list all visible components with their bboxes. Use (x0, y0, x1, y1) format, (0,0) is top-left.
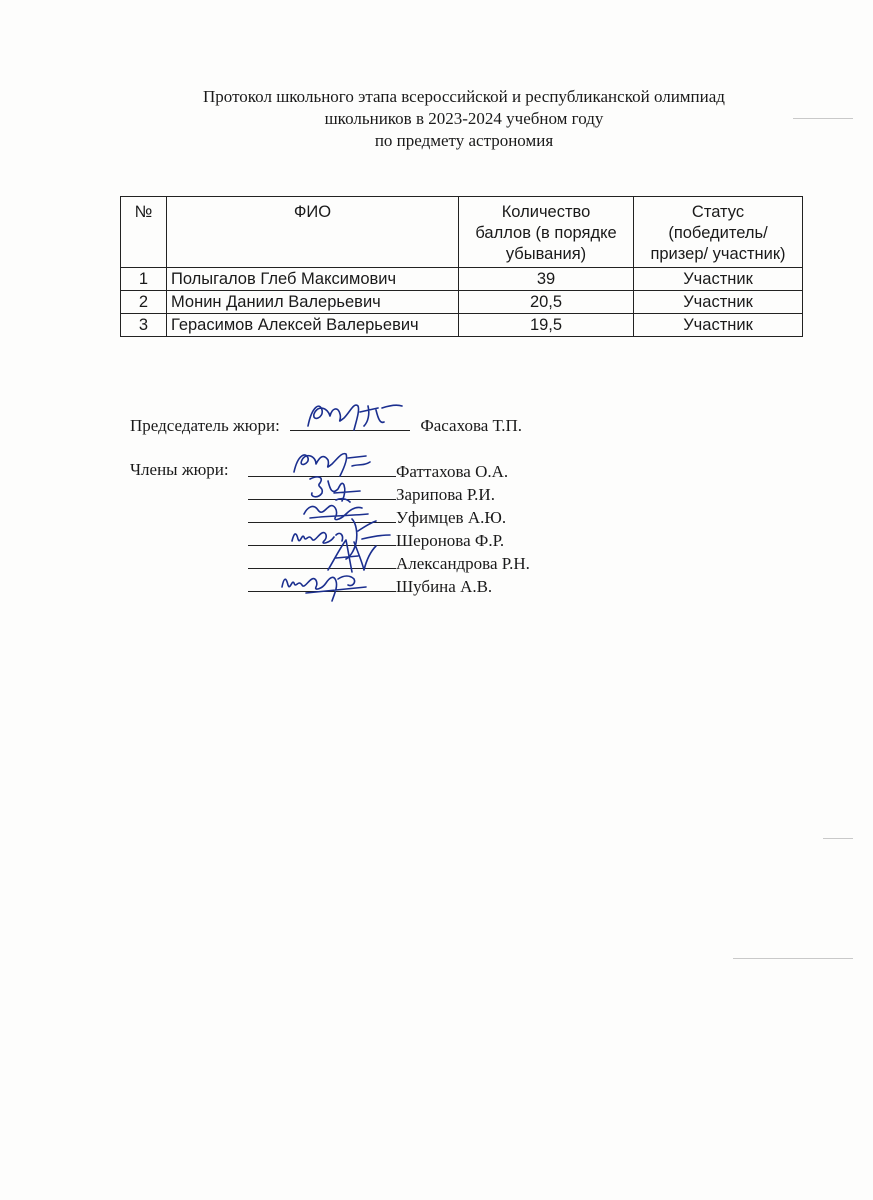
row-status: Участник (634, 314, 803, 337)
row-name: Полыгалов Глеб Максимович (167, 268, 459, 291)
chair-signature-line (290, 412, 410, 431)
chair-name: Фасахова Т.П. (420, 416, 522, 435)
member-signature-line (248, 504, 396, 523)
header-status-line-3: призер/ участник) (650, 245, 786, 263)
row-num: 1 (121, 268, 167, 291)
jury-member (248, 573, 492, 598)
header-status (634, 197, 803, 268)
table-row (121, 291, 803, 314)
row-name: Монин Даниил Валерьевич (167, 291, 459, 314)
header-name: ФИО (167, 197, 459, 268)
header-score-line-2: баллов (в порядке (475, 224, 617, 242)
row-status: Участник (634, 268, 803, 291)
jury-member (248, 504, 506, 529)
title-line-3: по предмету астрономия (374, 131, 554, 150)
member-signature-line (248, 458, 396, 477)
member-name: Шеронова Ф.Р. (396, 531, 505, 550)
jury-member (248, 527, 504, 552)
header-status-line-1: Статус (691, 203, 745, 221)
member-name: Зарипова Р.И. (396, 485, 495, 504)
member-name: Фаттахова О.А. (396, 462, 509, 481)
table-header-row (121, 197, 803, 268)
member-signature-line (248, 481, 396, 500)
header-status-line-2: (победитель/ (668, 224, 768, 242)
member-signature-mark (288, 446, 378, 482)
header-score (459, 197, 634, 268)
jury-member (248, 550, 530, 575)
title-line-2: школьников в 2023-2024 учебном году (324, 109, 604, 128)
header-score-line-1: Количество (501, 203, 591, 221)
chair-label: Председатель жюри: (130, 416, 280, 435)
member-name: Уфимцев А.Ю. (396, 508, 507, 527)
member-signature-line (248, 550, 396, 569)
document-title (0, 86, 873, 152)
scan-artifact (733, 958, 853, 959)
member-signature-line (248, 527, 396, 546)
member-name: Александрова Р.Н. (396, 554, 530, 573)
jury-member (248, 458, 508, 483)
chair-signature-mark (298, 396, 408, 436)
row-num: 2 (121, 291, 167, 314)
scan-artifact (823, 838, 853, 839)
row-status: Участник (634, 291, 803, 314)
table-row (121, 314, 803, 337)
members-label: Члены жюри: (130, 460, 229, 479)
row-name: Герасимов Алексей Валерьевич (167, 314, 459, 337)
results-table (120, 196, 803, 337)
jury-chair (130, 412, 522, 437)
row-score: 39 (459, 268, 634, 291)
header-score-line-3: убывания) (505, 245, 587, 263)
jury-member (248, 481, 495, 506)
row-score: 20,5 (459, 291, 634, 314)
header-num: № (121, 197, 167, 268)
member-signature-line (248, 573, 396, 592)
table-row (121, 268, 803, 291)
title-line-1: Протокол школьного этапа всероссийской и республиканской олимпиад (203, 87, 725, 106)
row-score: 19,5 (459, 314, 634, 337)
row-num: 3 (121, 314, 167, 337)
member-name: Шубина А.В. (396, 577, 493, 596)
